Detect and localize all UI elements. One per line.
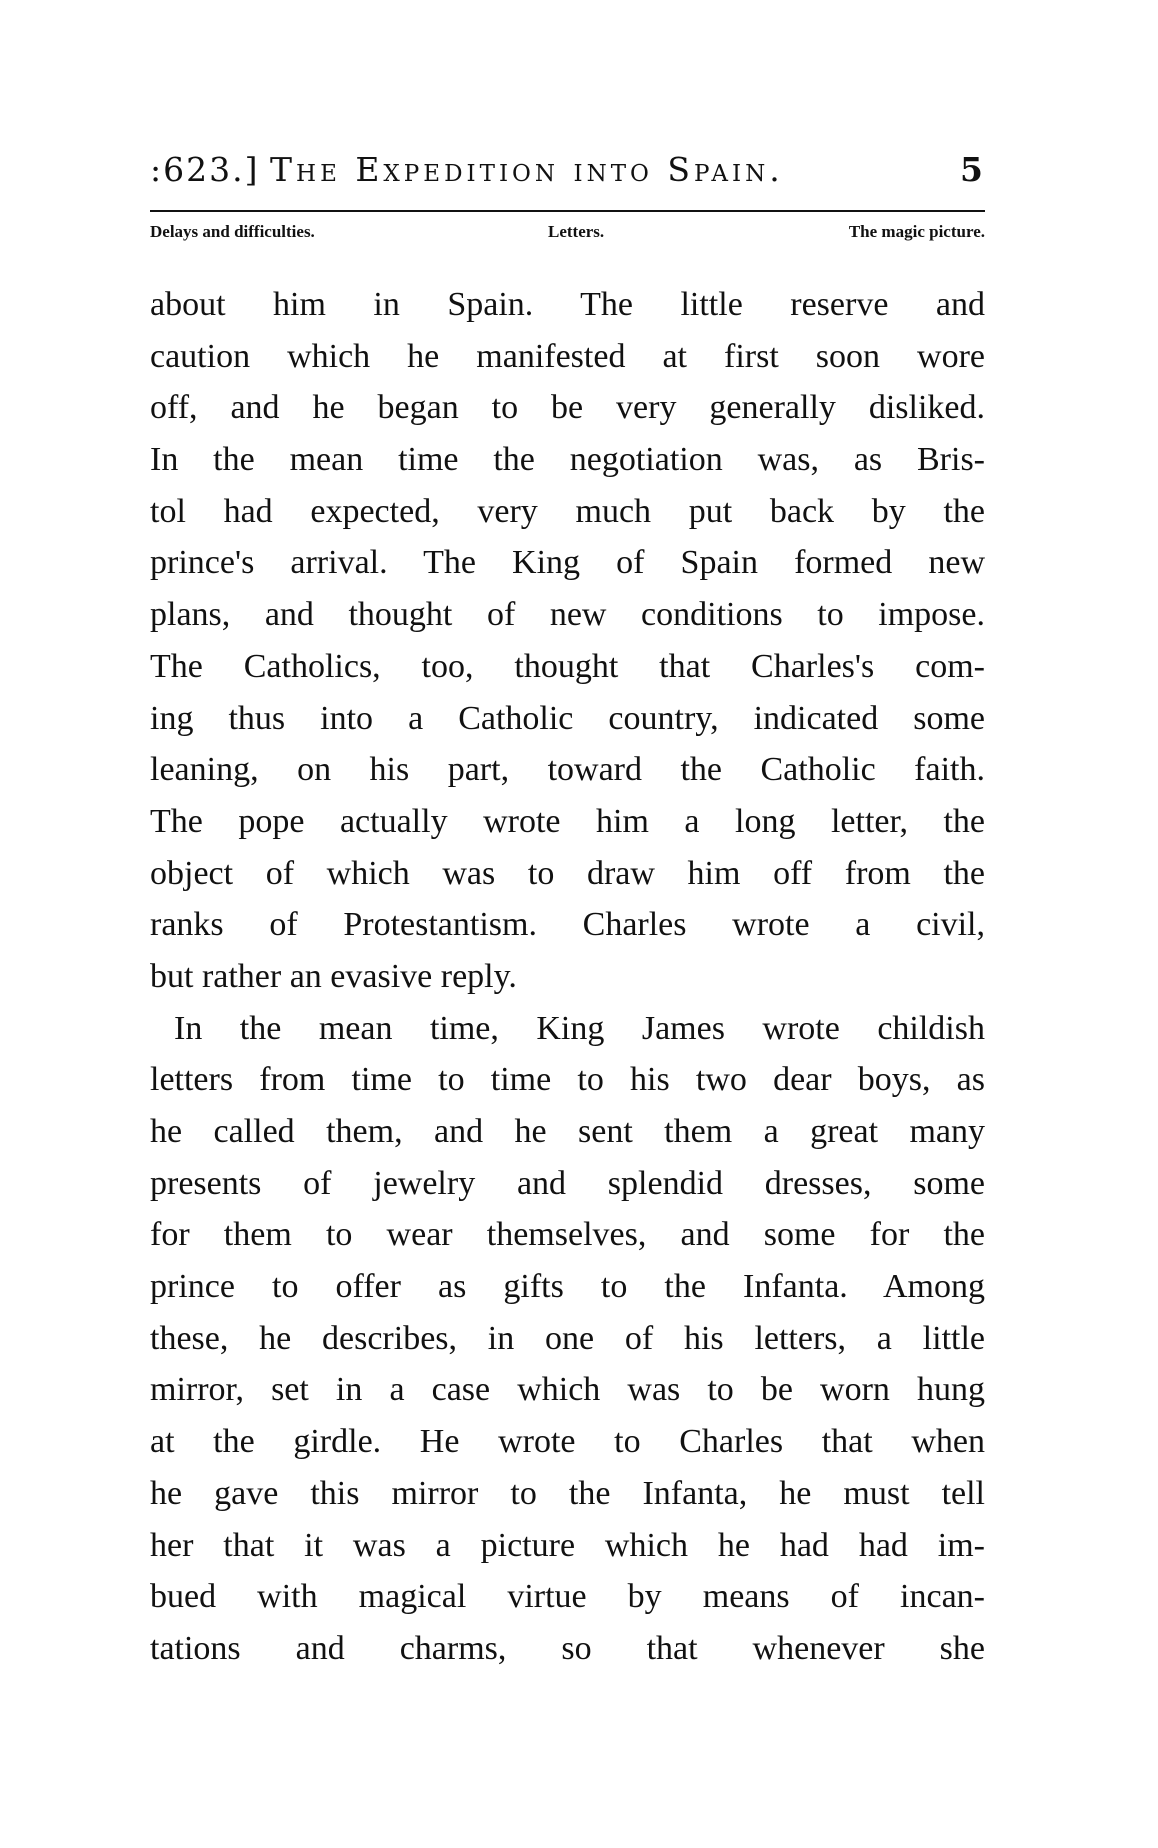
subhead-center: Letters. [548,222,605,241]
text-line: he called them, and he sent them a great many [150,1113,985,1150]
header-rule [150,210,985,212]
text-line: letters from time to time to his two dear boys, as [150,1061,985,1099]
text-line: The Catholics, too, thought that Charles's com- [150,647,985,685]
text-line: for them to wear themselves, and some for the [150,1216,985,1254]
text-line: ing thus into a Catholic country, indicated some [150,699,985,737]
text-line: prince to offer as gifts to the Infanta. Among [150,1268,985,1306]
text-line: at the girdle. He wrote to Charles that when [150,1423,985,1461]
page-number: 5 [960,150,985,189]
text-line: but rather an evasive reply. [150,957,517,995]
text-line: off, and he began to be very generally disliked. [150,389,985,427]
text-line: her that it was a picture which he had had im- [150,1526,985,1564]
text-line: In the mean time the negotiation was, as Bris- [150,441,985,479]
text-line: plans, and thought of new conditions to impose. [150,596,985,634]
text-line: about him in Spain. The little reserve and [150,286,985,323]
body-text [150,282,985,1678]
text-line: In the mean time, King James wrote childish [174,1009,985,1047]
running-header [150,150,985,190]
text-line: caution which he manifested at first soon wore [150,337,985,375]
text-line: bued with magical virtue by means of incan- [150,1578,985,1616]
text-line: he gave this mirror to the Infanta, he must tell [150,1474,985,1512]
header-year: :623.] [150,150,260,189]
text-line: tations and charms, so that whenever she [150,1629,985,1667]
text-line: ranks of Protestantism. Charles wrote a civil, [150,906,985,944]
text-line: object of which was to draw him off from the [150,854,985,892]
text-line: leaning, on his part, toward the Catholic faith. [150,751,985,789]
text-line: these, he describes, in one of his letters, a little [150,1319,985,1357]
text-line: mirror, set in a case which was to be worn hung [150,1371,985,1409]
text-line: presents of jewelry and splendid dresses, some [150,1164,985,1202]
header-title: The Expedition into Spain. [270,150,784,189]
text-line: The pope actually wrote him a long letter, the [150,802,985,840]
subhead-left: Delays and difficulties. [150,222,315,241]
subhead-right: The magic picture. [848,222,985,241]
text-line: prince's arrival. The King of Spain formed new [150,544,985,582]
text-line: tol had expected, very much put back by the [150,492,985,530]
